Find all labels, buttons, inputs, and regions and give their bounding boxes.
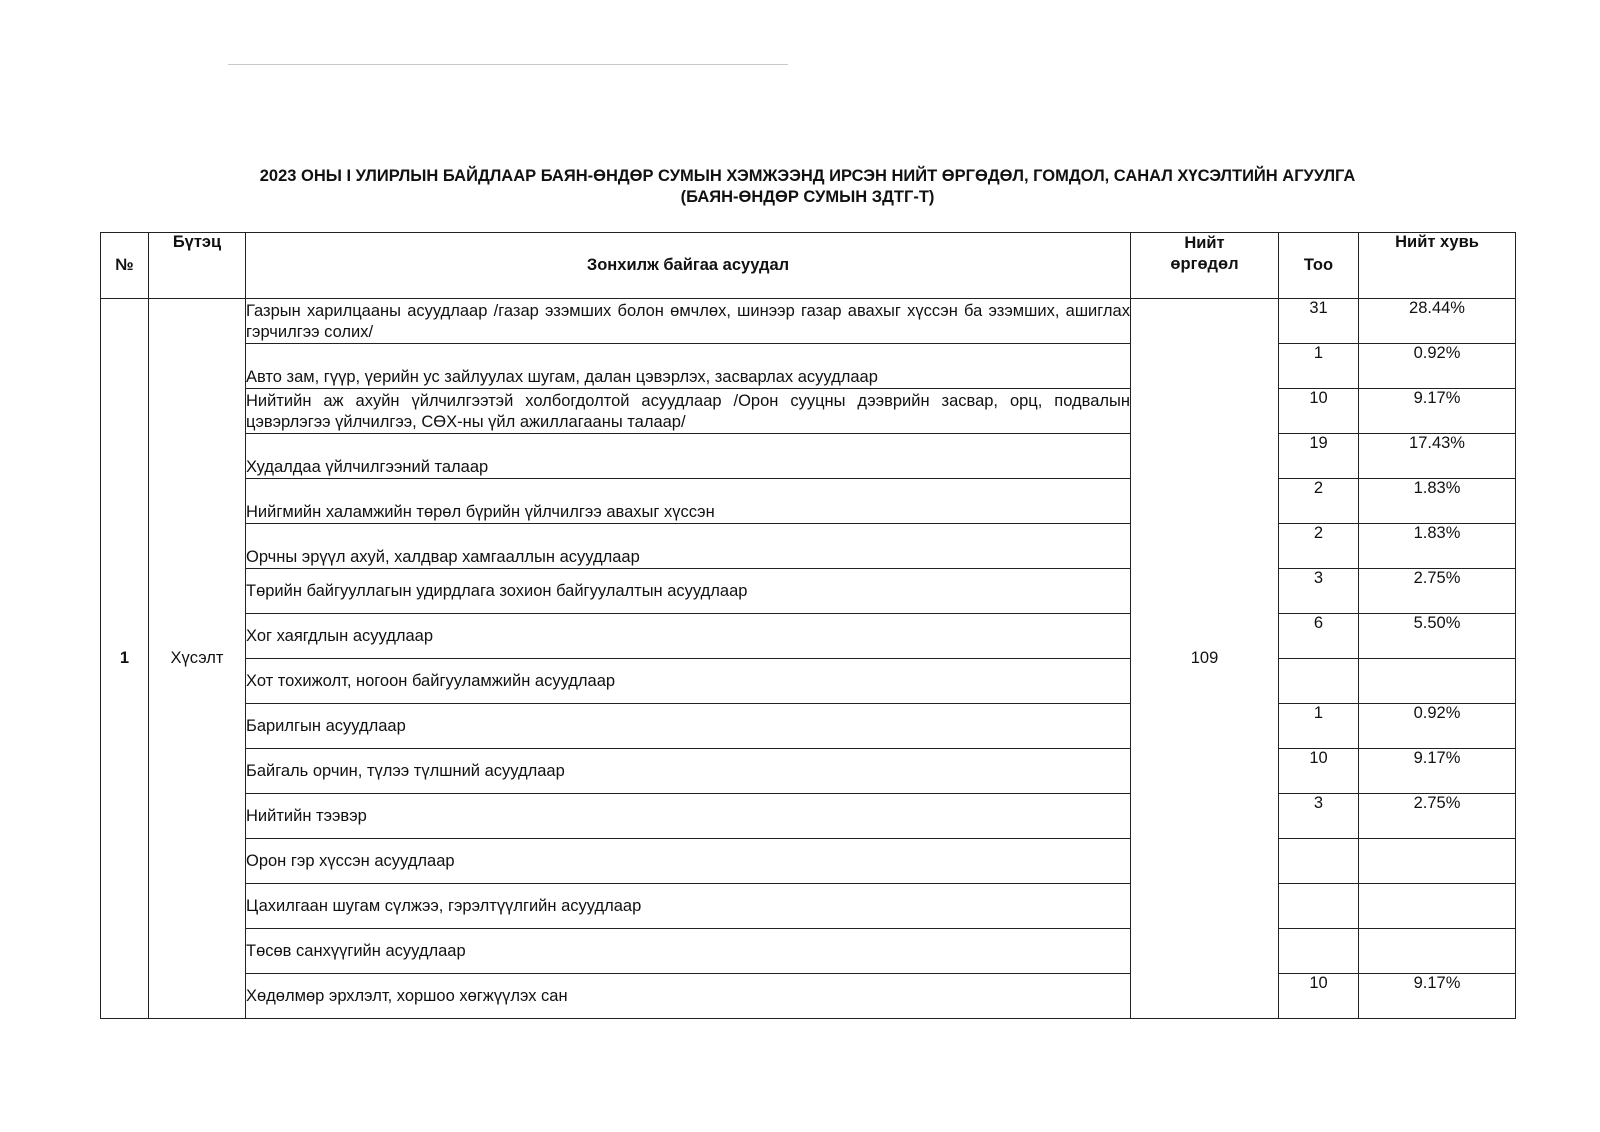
issue-cell: Хог хаягдлын асуудлаар (246, 614, 1131, 659)
group-type: Хүсэлт (149, 299, 246, 1019)
table-row (101, 749, 1516, 794)
title-line-1: 2023 ОНЫ I УЛИРЛЫН БАЙДЛААР БАЯН-ӨНДӨР СУМЫН ХЭМЖЭЭНД ИРСЭН НИЙТ ӨРГӨДӨЛ, ГОМДОЛ, САНАЛ ХҮСЭЛТИЙН АГУУЛГА (259, 167, 1356, 185)
count-cell: 10 (1279, 389, 1359, 434)
header-total (1131, 233, 1279, 299)
issue-cell: Хот тохижолт, ногоон байгууламжийн асуудлаар (246, 659, 1131, 704)
percent-cell (1359, 839, 1516, 884)
header-total-line-2: өргөдөл (1170, 255, 1239, 273)
issue-cell: Худалдаа үйлчилгээний талаар (246, 434, 1131, 479)
table-row (101, 479, 1516, 524)
count-cell: 3 (1279, 569, 1359, 614)
table-row (101, 524, 1516, 569)
percent-cell: 1.83% (1359, 479, 1516, 524)
header-number: № (101, 233, 149, 299)
issue-cell: Авто зам, гүүр, үерийн ус зайлуулах шугам, далан цэвэрлэх, засварлах асуудлаар (246, 344, 1131, 389)
count-cell: 1 (1279, 344, 1359, 389)
table-row (101, 839, 1516, 884)
count-cell: 19 (1279, 434, 1359, 479)
count-cell: 3 (1279, 794, 1359, 839)
document-title (100, 166, 1515, 208)
count-cell: 31 (1279, 299, 1359, 344)
count-cell (1279, 929, 1359, 974)
count-cell (1279, 659, 1359, 704)
header-rule (228, 64, 788, 65)
table-row (101, 569, 1516, 614)
issue-cell: Нийтийн аж ахуйн үйлчилгээтэй холбогдолтой асуудлаар /Орон сууцны дээврийн засвар, орц, подвалын цэвэрлэгээ үйлчилгээ, СӨХ-ны үйл ажиллагааны талаар/ (246, 389, 1131, 434)
percent-cell: 17.43% (1359, 434, 1516, 479)
table-row (101, 704, 1516, 749)
group-total: 109 (1131, 299, 1279, 1019)
issue-cell: Төсөв санхүүгийн асуудлаар (246, 929, 1131, 974)
percent-cell: 0.92% (1359, 344, 1516, 389)
count-cell (1279, 884, 1359, 929)
table-row (101, 659, 1516, 704)
table-row (101, 299, 1516, 344)
percent-cell (1359, 659, 1516, 704)
header-type: Бүтэц (149, 233, 246, 299)
count-cell: 10 (1279, 749, 1359, 794)
header-total-line-1: Нийт (1184, 234, 1225, 252)
table-row (101, 389, 1516, 434)
table-row (101, 974, 1516, 1019)
table-header-row (101, 233, 1516, 299)
issue-cell: Орчны эрүүл ахуй, халдвар хамгааллын асуудлаар (246, 524, 1131, 569)
percent-cell: 1.83% (1359, 524, 1516, 569)
percent-cell: 28.44% (1359, 299, 1516, 344)
percent-cell (1359, 929, 1516, 974)
percent-cell: 5.50% (1359, 614, 1516, 659)
count-cell: 6 (1279, 614, 1359, 659)
percent-cell: 0.92% (1359, 704, 1516, 749)
issue-cell: Орон гэр хүссэн асуудлаар (246, 839, 1131, 884)
table-row (101, 794, 1516, 839)
issue-cell: Цахилгаан шугам сүлжээ, гэрэлтүүлгийн асуудлаар (246, 884, 1131, 929)
percent-cell: 9.17% (1359, 389, 1516, 434)
percent-cell (1359, 884, 1516, 929)
percent-cell: 9.17% (1359, 974, 1516, 1019)
issue-cell: Нийтийн тээвэр (246, 794, 1131, 839)
count-cell (1279, 839, 1359, 884)
issue-cell: Газрын харилцааны асуудлаар /газар эзэмших болон өмчлөх, шинээр газар авахыг хүссэн ба эзэмших, ашиглах гэрчилгээ солих/ (246, 299, 1131, 344)
issue-cell: Барилгын асуудлаар (246, 704, 1131, 749)
table-row (101, 929, 1516, 974)
table-row (101, 614, 1516, 659)
table-row (101, 344, 1516, 389)
table-row (101, 884, 1516, 929)
issue-cell: Төрийн байгууллагын удирдлага зохион байгуулалтын асуудлаар (246, 569, 1131, 614)
group-number: 1 (101, 299, 149, 1019)
table-row (101, 434, 1516, 479)
percent-cell: 2.75% (1359, 569, 1516, 614)
count-cell: 10 (1279, 974, 1359, 1019)
title-line-2: (БАЯН-ӨНДӨР СУМЫН ЗДТГ-Т) (680, 188, 935, 206)
issue-cell: Хөдөлмөр эрхлэлт, хоршоо хөгжүүлэх сан (246, 974, 1131, 1019)
count-cell: 2 (1279, 479, 1359, 524)
issue-cell: Байгаль орчин, түлээ түлшний асуудлаар (246, 749, 1131, 794)
count-cell: 1 (1279, 704, 1359, 749)
count-cell: 2 (1279, 524, 1359, 569)
header-percent: Нийт хувь (1359, 233, 1516, 299)
header-issue: Зонхилж байгаа асуудал (246, 233, 1131, 299)
header-count: Тоо (1279, 233, 1359, 299)
percent-cell: 9.17% (1359, 749, 1516, 794)
requests-table (100, 232, 1516, 1019)
percent-cell: 2.75% (1359, 794, 1516, 839)
issue-cell: Нийгмийн халамжийн төрөл бүрийн үйлчилгээ авахыг хүссэн (246, 479, 1131, 524)
